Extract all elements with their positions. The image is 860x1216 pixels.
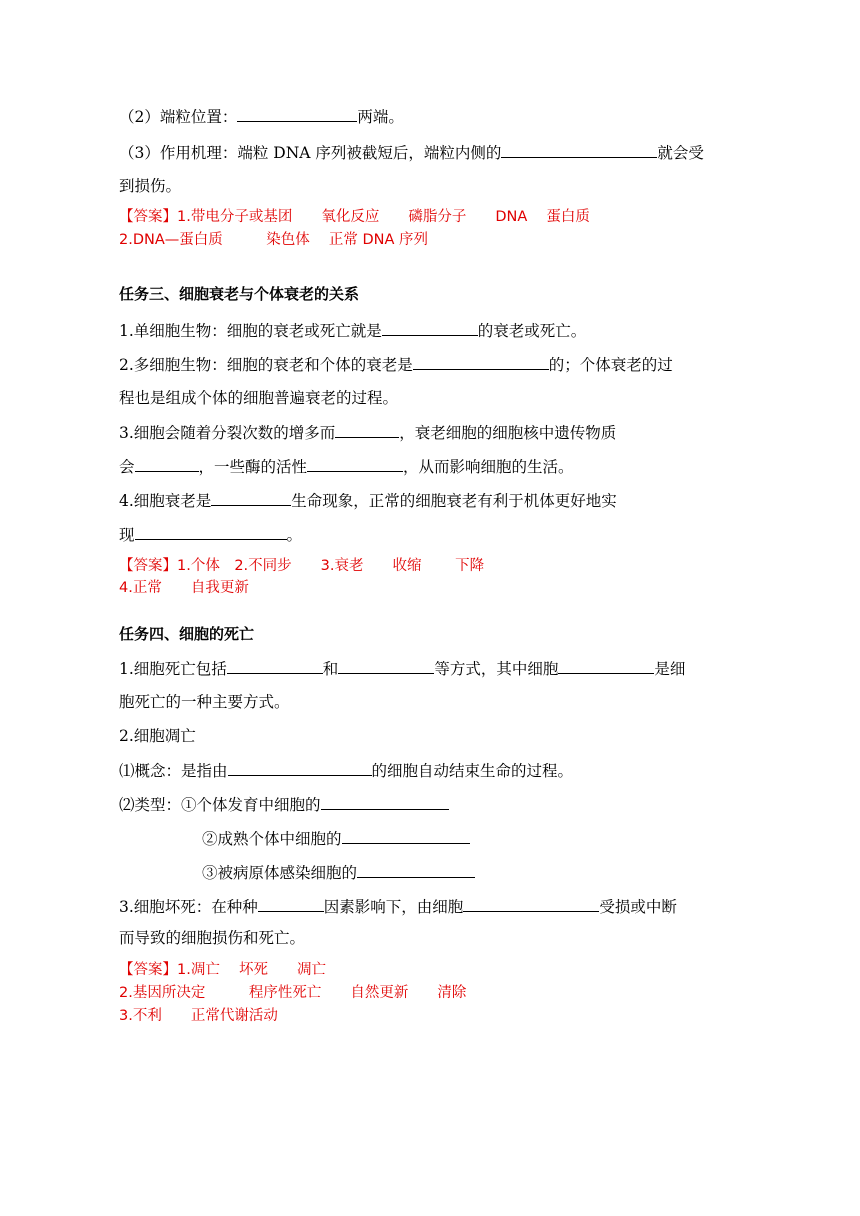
answer-line: 2.DNA—蛋白质 染色体 正常 DNA 序列 [119, 232, 429, 248]
text-line: 4.细胞衰老是 生命现象，正常的细胞衰老有利于机体更好地实 [119, 492, 617, 510]
answer-line: 3.不利 正常代谢活动 [119, 1008, 278, 1024]
fill-blank[interactable] [321, 794, 449, 810]
fill-blank[interactable] [382, 320, 478, 336]
fill-blank[interactable] [338, 658, 434, 674]
fill-blank[interactable] [227, 658, 323, 674]
text-line: 程也是组成个体的细胞普遍衰老的过程。 [119, 389, 399, 407]
section-title: 任务三、细胞衰老与个体衰老的关系 [119, 285, 360, 303]
fill-blank[interactable] [558, 658, 654, 674]
answer-line: 4.正常 自我更新 [119, 580, 249, 596]
text-line: 3.细胞会随着分裂次数的增多而 ，衰老细胞的细胞核中遗传物质 [119, 424, 617, 442]
text-line: （3）作用机理：端粒 DNA 序列被截短后，端粒内侧的 就会受 [119, 144, 704, 162]
answer-line: 【答案】1.带电分子或基团 氧化反应 磷脂分子 DNA 蛋白质 [119, 209, 590, 225]
text-line: 1.细胞死亡包括 和 等方式，其中细胞 是细 [119, 660, 686, 678]
answer-line: 2.基因所决定 程序性死亡 自然更新 清除 [119, 985, 467, 1001]
fill-blank[interactable] [135, 456, 199, 472]
text-line: 而导致的细胞损伤和死亡。 [119, 929, 306, 947]
fill-blank[interactable] [463, 896, 599, 912]
answer-line: 【答案】1.个体 2.不同步 3.衰老 收缩 下降 [119, 558, 485, 574]
section-title: 任务四、细胞的死亡 [119, 625, 255, 643]
fill-blank[interactable] [357, 862, 475, 878]
text-line: 2.多细胞生物：细胞的衰老和个体的衰老是 的；个体衰老的过 [119, 356, 673, 374]
fill-blank[interactable] [501, 142, 657, 158]
fill-blank[interactable] [237, 106, 357, 122]
text-line: 到损伤。 [119, 177, 182, 195]
fill-blank[interactable] [307, 456, 403, 472]
fill-blank[interactable] [413, 354, 549, 370]
fill-blank[interactable] [135, 524, 287, 540]
fill-blank[interactable] [228, 760, 372, 776]
text-line: 3.细胞坏死：在种种 因素影响下，由细胞 受损或中断 [119, 898, 677, 916]
answer-line: 【答案】1.凋亡 坏死 凋亡 [119, 962, 326, 978]
text-line: ③被病原体感染细胞的 [202, 862, 475, 882]
text-line: ⑴概念：是指由 的细胞自动结束生命的过程。 [119, 762, 574, 780]
fill-blank[interactable] [258, 896, 324, 912]
text-line: ②成熟个体中细胞的 [202, 828, 470, 848]
fill-blank[interactable] [342, 828, 470, 844]
fill-blank[interactable] [211, 490, 291, 506]
text-line: 现 。 [119, 526, 303, 544]
fill-blank[interactable] [335, 422, 399, 438]
text-line: ⑵类型：①个体发育中细胞的 [119, 794, 449, 814]
text-line: 2.细胞凋亡 [119, 727, 196, 745]
text-line: 会 ，一些酶的活性 ，从而影响细胞的生活。 [119, 458, 574, 476]
text-line: 1.单细胞生物：细胞的衰老或死亡就是 的衰老或死亡。 [119, 322, 587, 340]
text-line: （2）端粒位置： 两端。 [119, 108, 404, 126]
text-line: 胞死亡的一种主要方式。 [119, 693, 290, 711]
